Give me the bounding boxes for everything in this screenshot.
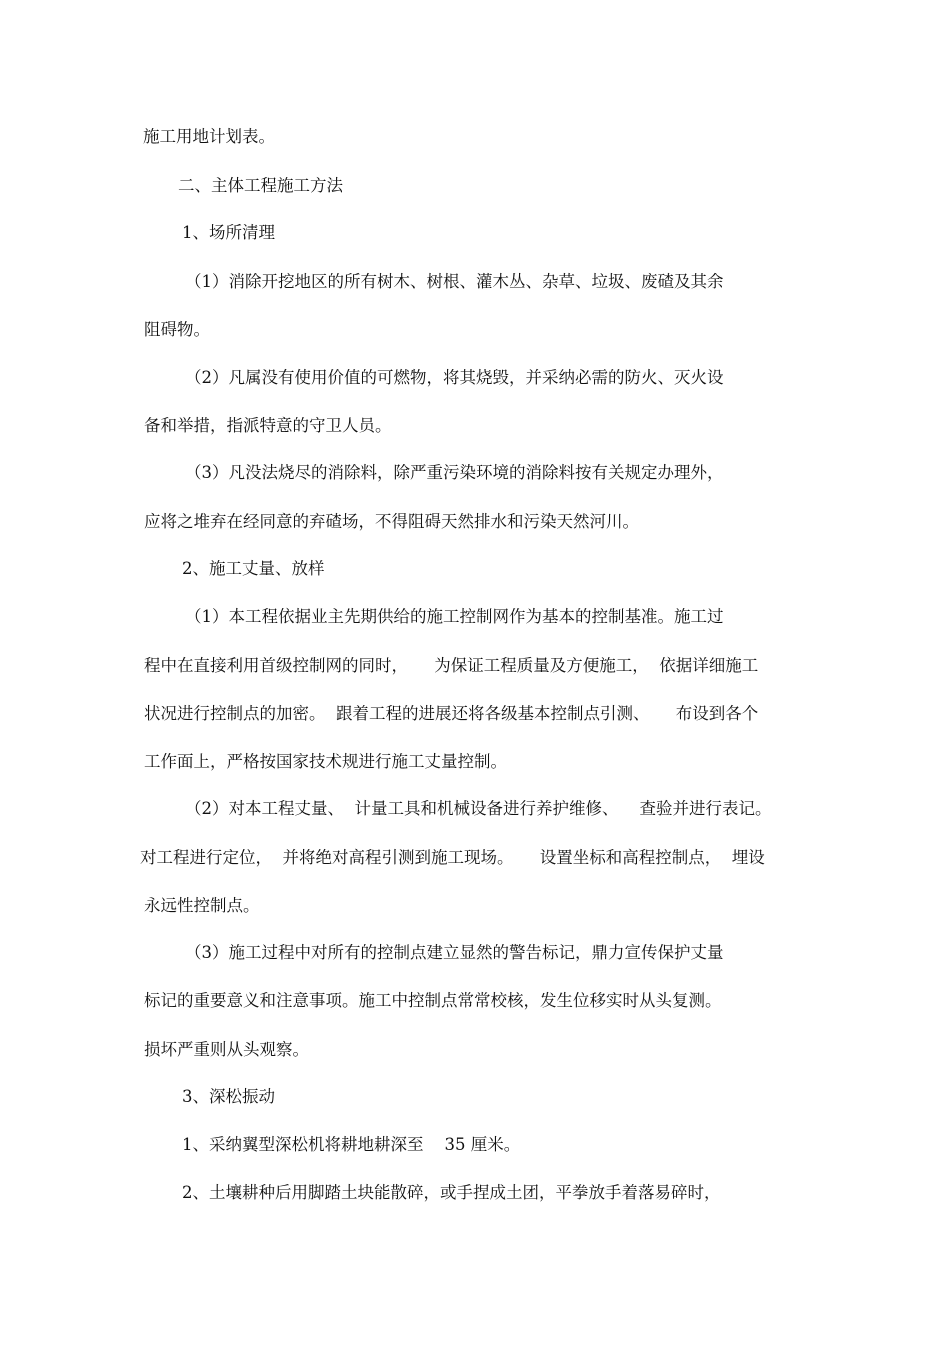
- subsection-heading: 3、深松振动: [182, 1087, 275, 1106]
- text-line: （2）对本工程丈量、 计量工具和机械设备进行养护维修、 查验并进行表记。: [185, 799, 772, 818]
- text-line: （3）施工过程中对所有的控制点建立显然的警告标记，鼎力宣传保护丈量: [185, 943, 724, 962]
- text-line: （1）本工程依据业主先期供给的施工控制网作为基本的控制基准。施工过: [185, 607, 724, 626]
- text-line: 施工用地计划表。: [143, 127, 275, 146]
- text-line: 程中在直接利用首级控制网的同时， 为保证工程质量及方便施工， 依据详细施工: [144, 656, 759, 675]
- section-heading: 二、主体工程施工方法: [178, 176, 343, 195]
- text-line: 损坏严重则从头观察。: [144, 1040, 309, 1059]
- text-line: （1）消除开挖地区的所有树木、树根、灌木丛、杂草、垃圾、废碴及其余: [185, 272, 724, 291]
- text-line: 应将之堆弃在经同意的弃碴场，不得阻碍天然排水和污染天然河川。: [144, 512, 639, 531]
- text-line: 工作面上，严格按国家技术规进行施工丈量控制。: [144, 752, 507, 771]
- text-line: 状况进行控制点的加密。 跟着工程的进展还将各级基本控制点引测、 布设到各个: [144, 704, 759, 723]
- text-line: 1、采纳翼型深松机将耕地耕深至 35 厘米。: [182, 1135, 521, 1154]
- text-line: 永远性控制点。: [144, 896, 260, 915]
- text-line: 备和举措，指派特意的守卫人员。: [144, 416, 392, 435]
- subsection-heading: 1、场所清理: [182, 223, 275, 242]
- text-line: 阻碍物。: [144, 320, 210, 339]
- text-line: （3）凡没法烧尽的消除料，除严重污染环境的消除料按有关规定办理外，: [185, 463, 724, 482]
- subsection-heading: 2、施工丈量、放样: [182, 559, 325, 578]
- text-line: 标记的重要意义和注意事项。施工中控制点常常校核，发生位移实时从头复测。: [144, 991, 722, 1010]
- text-line: 2、土壤耕种后用脚踏土块能散碎，或手捏成土团，平拳放手着落易碎时，: [182, 1183, 721, 1202]
- text-line: 对工程进行定位， 并将绝对高程引测到施工现场。 设置坐标和高程控制点， 埋设: [140, 848, 765, 867]
- text-line: （2）凡属没有使用价值的可燃物，将其烧毁，并采纳必需的防火、灭火设: [185, 368, 724, 387]
